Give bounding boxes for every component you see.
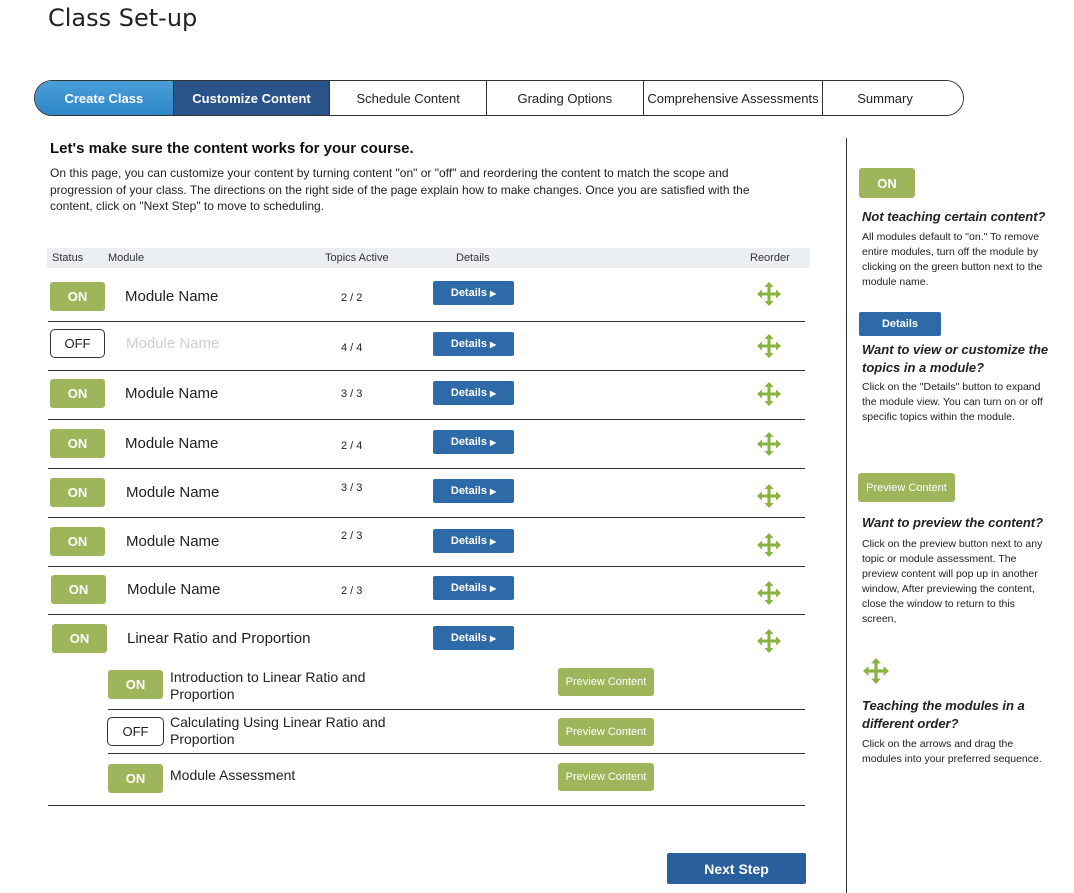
details-button-label: Details: [450, 387, 487, 399]
topic-name: Module Assessment: [170, 767, 296, 783]
topic-name: Introduction to Linear Ratio and Proportion: [170, 669, 366, 702]
intro-text: On this page, you can customize your content by turning content "on" or "off" and reordering the content to match the scope and progression of your class. The directions on the right side of the page explain how to make changes. Once you are satisfied with the content, click on "Next Step" to move to scheduling.: [50, 166, 750, 213]
play-triangle-icon: ▶: [489, 288, 497, 298]
help-text-2: Click on the "Details" button to expand the module view. You can turn on or off specific topics within the module.: [862, 381, 1043, 423]
step-schedule-content[interactable]: Schedule Content: [330, 81, 487, 115]
header-reorder: Reorder: [750, 252, 790, 264]
topic-status-toggle[interactable]: ON: [108, 764, 163, 793]
help-text-4: Click on the arrows and drag the modules into your preferred sequence.: [862, 738, 1042, 765]
reorder-move-icon[interactable]: [757, 484, 781, 508]
details-button-label: Details: [450, 632, 487, 644]
module-status-toggle[interactable]: ON: [51, 575, 106, 604]
details-button-label: Details: [450, 535, 487, 547]
play-triangle-icon: ▶: [489, 486, 497, 496]
step-comprehensive-assessments[interactable]: Comprehensive Assessments: [644, 81, 824, 115]
step-summary[interactable]: Summary: [823, 81, 963, 115]
topic-status-toggle[interactable]: ON: [108, 670, 163, 699]
reorder-move-icon[interactable]: [757, 382, 781, 406]
help-question-4: Teaching the modules in a different order?: [862, 698, 1025, 731]
row-divider: [48, 419, 805, 420]
header-status: Status: [52, 252, 84, 264]
details-button[interactable]: [433, 332, 514, 356]
reorder-move-icon[interactable]: [757, 581, 781, 605]
subrow-divider: [108, 753, 805, 754]
play-triangle-icon: ▶: [489, 339, 497, 349]
module-status-toggle[interactable]: ON: [50, 282, 105, 311]
details-button-label: Details: [450, 485, 487, 497]
topics-active-count: 2 / 4: [341, 440, 363, 452]
panel-divider: [846, 138, 847, 893]
play-triangle-icon: ▶: [489, 536, 497, 546]
module-status-toggle[interactable]: ON: [50, 379, 105, 408]
reorder-move-icon[interactable]: [757, 432, 781, 456]
subrow-divider: [108, 709, 805, 710]
step-customize-content[interactable]: Customize Content: [174, 81, 331, 115]
help-details-button: Details: [859, 312, 941, 336]
section-heading: Let's make sure the content works for your course.: [50, 140, 414, 157]
row-divider: [48, 321, 805, 322]
reorder-move-icon[interactable]: [757, 533, 781, 557]
topics-active-count: 3 / 3: [341, 482, 363, 494]
help-text-3: Click on the preview button next to any topic or module assessment. The preview content will pop up in another window, After previewing the content, close the window to return to this screen,: [862, 538, 1043, 625]
reorder-move-icon[interactable]: [757, 629, 781, 653]
module-status-toggle[interactable]: ON: [50, 527, 105, 556]
topic-name: Calculating Using Linear Ratio and Proportion: [170, 714, 386, 747]
details-button[interactable]: [433, 430, 514, 454]
details-button-label: Details: [450, 287, 487, 299]
reorder-move-icon[interactable]: [757, 334, 781, 358]
play-triangle-icon: ▶: [489, 633, 497, 643]
table-header: [47, 248, 810, 268]
header-details: Details: [456, 252, 490, 264]
module-name: Module Name: [125, 435, 219, 452]
header-topics-active: Topics Active: [325, 252, 389, 264]
details-button-label: Details: [450, 582, 487, 594]
preview-content-button[interactable]: Preview Content: [558, 668, 654, 696]
move-icon: [863, 658, 889, 684]
details-button[interactable]: [433, 281, 514, 305]
row-divider: [48, 517, 805, 518]
help-question-3: Want to preview the content?: [862, 515, 1044, 530]
step-create-class[interactable]: Create Class: [35, 81, 174, 115]
row-divider: [48, 370, 805, 371]
module-name: Linear Ratio and Proportion: [127, 630, 311, 647]
details-button[interactable]: [433, 626, 514, 650]
header-module: Module: [108, 252, 145, 264]
details-button[interactable]: [433, 479, 514, 503]
module-name: Module Name: [125, 288, 219, 305]
module-status-toggle[interactable]: OFF: [50, 329, 105, 358]
help-question-1: Not teaching certain content?: [862, 209, 1046, 224]
topics-active-count: 2 / 3: [341, 585, 363, 597]
play-triangle-icon: ▶: [489, 388, 497, 398]
topics-active-count: 4 / 4: [341, 342, 363, 354]
row-divider: [48, 566, 805, 567]
topic-status-toggle[interactable]: OFF: [107, 717, 164, 746]
table-bottom-rule: [48, 805, 805, 806]
preview-content-button[interactable]: Preview Content: [558, 718, 654, 746]
page-title: Class Set-up: [48, 4, 198, 32]
details-button[interactable]: [433, 529, 514, 553]
row-divider: [48, 614, 805, 615]
module-status-toggle[interactable]: ON: [52, 624, 107, 653]
reorder-move-icon[interactable]: [757, 282, 781, 306]
step-grading-options[interactable]: Grading Options: [487, 81, 644, 115]
play-triangle-icon: ▶: [489, 437, 497, 447]
module-name: Module Name: [126, 484, 220, 501]
module-status-toggle[interactable]: ON: [50, 478, 105, 507]
topics-active-count: 3 / 3: [341, 388, 363, 400]
module-name: Module Name: [127, 581, 221, 598]
module-name: Module Name: [126, 335, 220, 352]
help-on-button: ON: [859, 168, 915, 198]
details-button-label: Details: [450, 338, 487, 350]
help-preview-button: Preview Content: [858, 473, 955, 502]
details-button-label: Details: [450, 436, 487, 448]
topics-active-count: 2 / 2: [341, 292, 363, 304]
module-status-toggle[interactable]: ON: [50, 429, 105, 458]
topics-active-count: 2 / 3: [341, 530, 363, 542]
help-question-2: Want to view or customize the topics in a module?: [862, 342, 1049, 375]
details-button[interactable]: [433, 576, 514, 600]
help-text-1: All modules default to "on." To remove entire modules, turn off the module by clicking on the green button next to the module name.: [862, 231, 1043, 288]
play-triangle-icon: ▶: [489, 583, 497, 593]
wizard-steps: [34, 80, 964, 116]
row-divider: [48, 468, 805, 469]
preview-content-button[interactable]: Preview Content: [558, 763, 654, 791]
details-button[interactable]: [433, 381, 514, 405]
module-name: Module Name: [126, 533, 220, 550]
next-step-button[interactable]: Next Step: [667, 853, 806, 884]
module-name: Module Name: [125, 385, 219, 402]
